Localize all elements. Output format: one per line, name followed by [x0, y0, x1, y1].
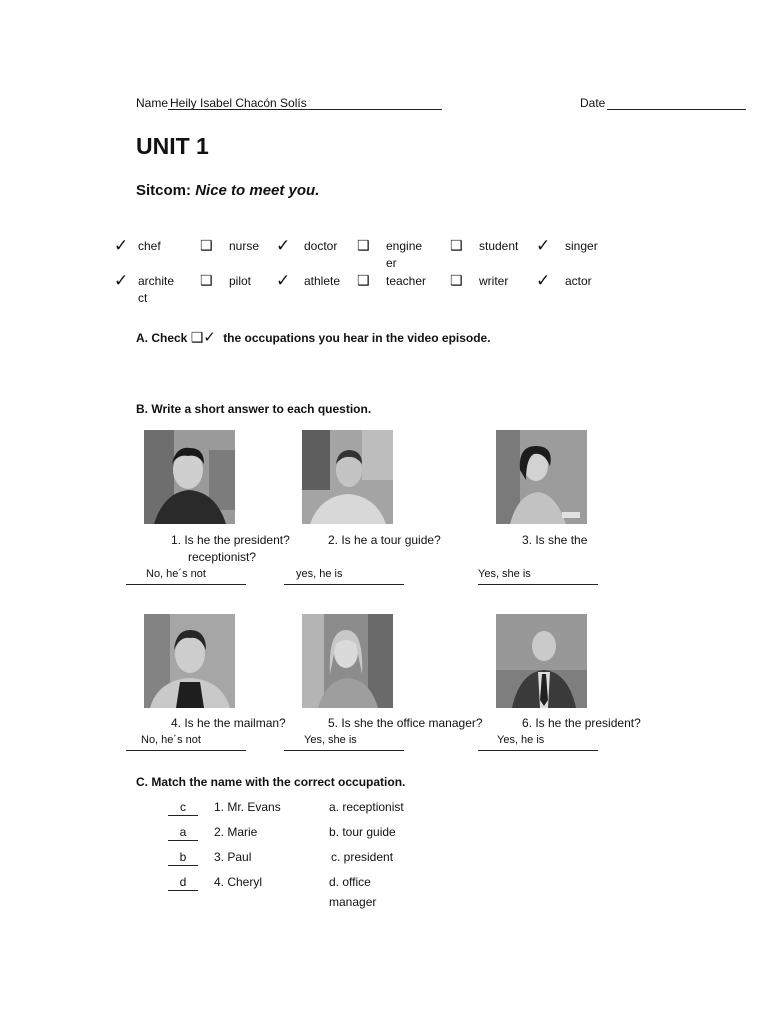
occupation-label: doctor: [304, 239, 338, 253]
date-label: Date: [580, 96, 606, 110]
match-occupation-continuation: manager: [329, 895, 377, 909]
answer-1[interactable]: No, he´s not: [146, 568, 206, 580]
page-title: UNIT 1: [136, 133, 209, 159]
answer-1-line: [126, 584, 246, 585]
answer-3-line: [478, 584, 598, 585]
occupation-label: pilot: [229, 274, 252, 288]
section-a-text: the occupations you hear in the video episode.: [223, 331, 491, 345]
photo-man-turtleneck: [144, 614, 235, 708]
answer-4[interactable]: No, he´s not: [141, 734, 201, 746]
check-icon[interactable]: ✓: [114, 236, 129, 255]
match-name: 2. Marie: [214, 825, 258, 839]
checkbox-icon[interactable]: ❑: [200, 272, 213, 288]
answer-5-line: [284, 750, 404, 751]
match-name: 1. Mr. Evans: [214, 800, 281, 814]
answer-6[interactable]: Yes, he is: [497, 734, 545, 746]
photo-man-tie: [496, 614, 587, 708]
sitcom-episode: Nice to meet you.: [195, 182, 320, 199]
section-a-label: A. Check: [136, 331, 188, 345]
question-1: 1. Is he the president?: [171, 533, 290, 547]
check-icon[interactable]: ✓: [276, 236, 291, 255]
answer-3[interactable]: Yes, she is: [478, 568, 531, 580]
match-answer[interactable]: c: [168, 800, 198, 816]
photo-woman-blonde: [302, 614, 393, 708]
check-icon: ✓: [203, 329, 216, 346]
answer-6-line: [478, 750, 598, 751]
checkbox-icon[interactable]: ❑: [450, 237, 463, 253]
check-icon[interactable]: ✓: [276, 271, 291, 290]
date-field[interactable]: [607, 109, 746, 110]
name-label: Name: [136, 96, 169, 110]
checkbox-icon[interactable]: ❑: [450, 272, 463, 288]
match-name: 4. Cheryl: [214, 875, 263, 889]
match-answer[interactable]: d: [168, 875, 198, 891]
answer-2-line: [284, 584, 404, 585]
occupation-label: engineer: [386, 239, 423, 270]
occupation-label: athlete: [304, 274, 341, 288]
name-underline: [168, 109, 442, 110]
occupation-label: actor: [565, 274, 592, 288]
photo-man-shirt: [302, 430, 393, 524]
section-a-instruction: [136, 328, 491, 346]
match-answer[interactable]: a: [168, 825, 198, 841]
box-icon: ❑: [190, 329, 204, 345]
occupation-label: chef: [138, 239, 161, 253]
match-occupation: b. tour guide: [329, 825, 396, 839]
sitcom-label: Sitcom:: [136, 182, 192, 199]
question-5: 5. Is she the office manager?: [328, 716, 483, 730]
check-icon[interactable]: ✓: [536, 236, 551, 255]
question-3: 3. Is she the: [522, 533, 588, 547]
occupation-label: nurse: [229, 239, 260, 253]
answer-4-line: [126, 750, 246, 751]
check-icon[interactable]: ✓: [114, 271, 129, 290]
match-name: 3. Paul: [214, 850, 252, 864]
occupation-label: singer: [565, 239, 598, 253]
occupation-label: writer: [479, 274, 509, 288]
question-6: 6. Is he the president?: [522, 716, 641, 730]
check-icon[interactable]: ✓: [536, 271, 551, 290]
checkbox-icon[interactable]: ❑: [357, 272, 370, 288]
match-occupation: a. receptionist: [329, 800, 404, 814]
answer-2[interactable]: yes, he is: [296, 568, 343, 580]
name-value[interactable]: Heily Isabel Chacón Solís: [170, 96, 307, 110]
question-4: 4. Is he the mailman?: [171, 716, 286, 730]
occupation-label: architect: [138, 274, 175, 305]
question-3-continuation: receptionist?: [188, 550, 257, 564]
match-occupation: d. office: [329, 875, 371, 889]
match-answer[interactable]: b: [168, 850, 198, 866]
sitcom-heading: [136, 182, 319, 199]
checkbox-icon[interactable]: ❑: [357, 237, 370, 253]
photo-woman: [496, 430, 587, 524]
section-c-instruction: C. Match the name with the correct occupation.: [136, 775, 406, 789]
question-2: 2. Is he a tour guide?: [328, 533, 441, 547]
match-occupation: c. president: [331, 850, 394, 864]
occupation-label: student: [479, 239, 519, 253]
answer-5[interactable]: Yes, she is: [304, 734, 357, 746]
photo-man-sweater: [144, 430, 235, 524]
occupation-label: teacher: [386, 274, 427, 288]
checkbox-icon[interactable]: ❑: [200, 237, 213, 253]
section-b-instruction: B. Write a short answer to each question.: [136, 402, 372, 416]
